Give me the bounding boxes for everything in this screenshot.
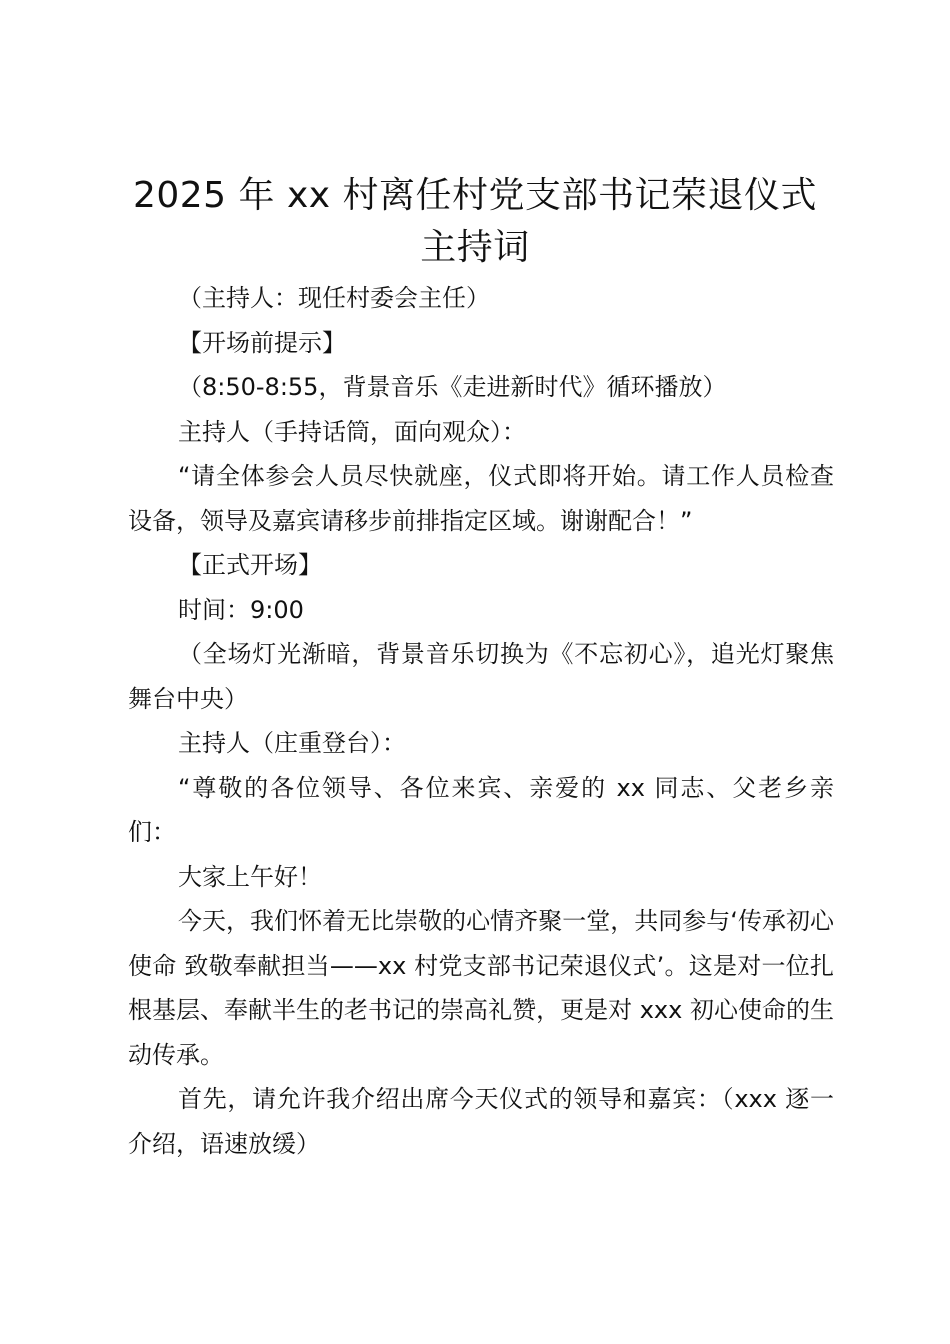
paragraph-host-action-1: 主持人（手持话筒，面向观众）： [178, 417, 526, 446]
paragraph-ceremony-intro: 今天，我们怀着无比崇敬的心情齐聚一堂，共同参与‘传承初心使命 致敬奉献担当——xx 村党支部书记荣退仪式’。这是对一位扎根基层、奉献半生的老书记的崇高礼赞，更是对 xxx 初心使命的生动传承。 [128, 907, 834, 1069]
paragraph-time: 时间：9:00 [178, 595, 304, 624]
paragraph-pre-opening-heading: 【开场前提示】 [178, 328, 346, 357]
paragraph-salutation: “尊敬的各位领导、各位来宾、亲爱的 xx 同志、父老乡亲们： [128, 773, 834, 846]
paragraph-seating-notice: “请全体参会人员尽快就座，仪式即将开始。请工作人员检查设备，领导及嘉宾请移步前排指定区域。谢谢配合！” [128, 462, 834, 535]
paragraph-opening-heading: 【正式开场】 [178, 551, 322, 579]
paragraph-host-action-2: 主持人（庄重登台）： [178, 729, 406, 757]
paragraph-pre-opening-music: （8:50-8:55，背景音乐《走进新时代》循环播放） [178, 373, 727, 401]
document-body [128, 276, 834, 1166]
paragraph-lighting-cue: （全场灯光渐暗，背景音乐切换为《不忘初心》，追光灯聚焦舞台中央） [128, 640, 834, 713]
paragraph-host-role: （主持人：现任村委会主任） [178, 284, 490, 312]
document-title: 2025 年 xx 村离任村党支部书记荣退仪式主持词 [132, 175, 818, 268]
paragraph-greeting: 大家上午好！ [178, 862, 322, 891]
paragraph-guest-intro: 首先，请允许我介绍出席今天仪式的领导和嘉宾：（xxx 逐一介绍，语速放缓） [128, 1085, 834, 1158]
